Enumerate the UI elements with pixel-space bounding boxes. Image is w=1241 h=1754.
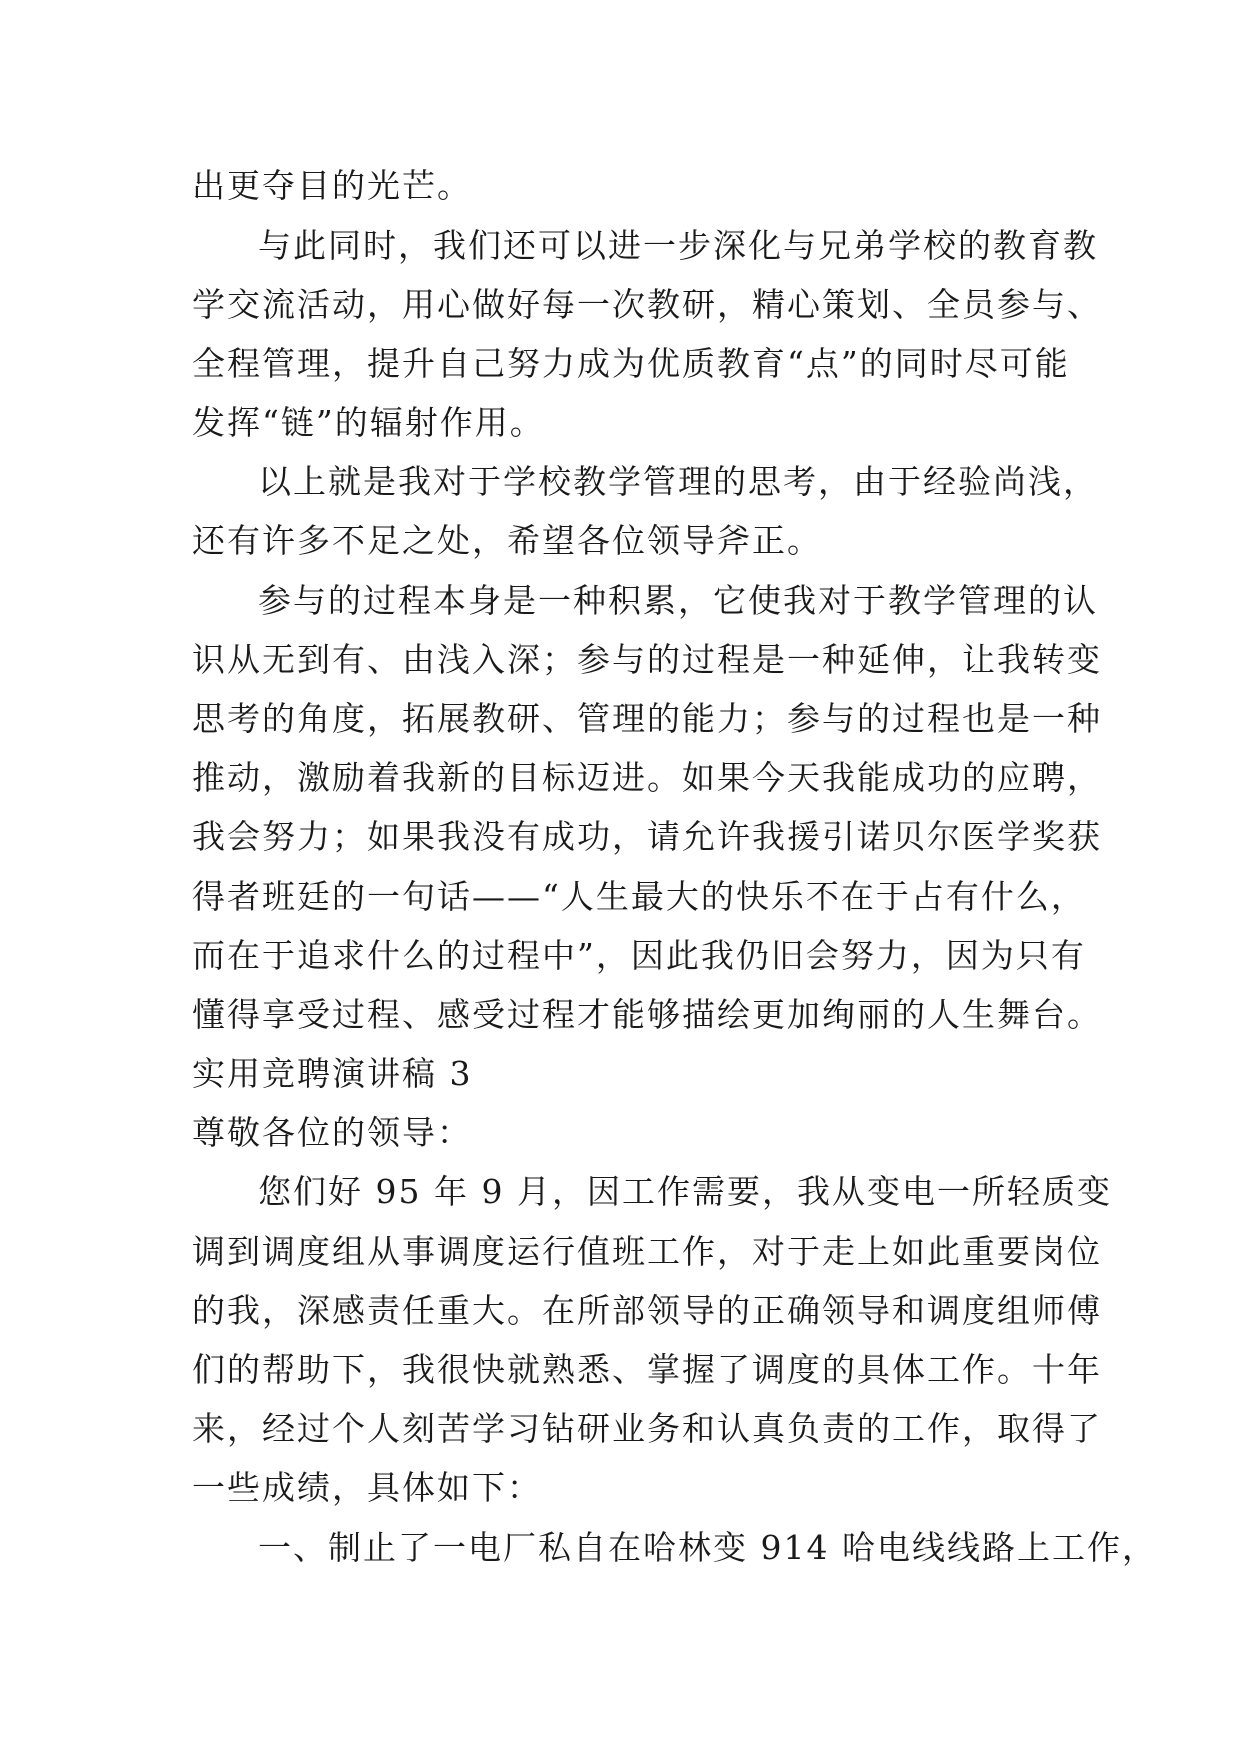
text-line: 全程管理，提升自己努力成为优质教育“点”的同时尽可能	[192, 344, 1070, 383]
paragraph-first-line: 一、制止了一电厂私自在哈林变 914 哈电线线路上工作，	[258, 1528, 1157, 1567]
paragraph-first-line: 以上就是我对于学校教学管理的思考，由于经验尚浅，	[258, 462, 1098, 501]
text-line: 发挥“链”的辐射作用。	[192, 403, 545, 442]
text-line: 我会努力；如果我没有成功，请允许我援引诺贝尔医学奖获	[192, 817, 1102, 856]
text-line: 思考的角度，拓展教研、管理的能力；参与的过程也是一种	[192, 699, 1102, 738]
text-line: 调到调度组从事调度运行值班工作，对于走上如此重要岗位	[192, 1232, 1102, 1271]
text-line: 来，经过个人刻苦学习钻研业务和认真负责的工作，取得了	[192, 1409, 1102, 1448]
section-heading: 实用竞聘演讲稿 3	[192, 1054, 473, 1093]
text-line: 还有许多不足之处，希望各位领导斧正。	[192, 521, 822, 560]
text-line: 推动，激励着我新的目标迈进。如果今天我能成功的应聘，	[192, 758, 1102, 797]
text-line: 们的帮助下，我很快就熟悉、掌握了调度的具体工作。十年	[192, 1350, 1102, 1389]
text-line: 学交流活动，用心做好每一次教研，精心策划、全员参与、	[192, 285, 1102, 324]
paragraph-first-line: 参与的过程本身是一种积累，它使我对于教学管理的认	[258, 581, 1098, 620]
text-line: 出更夺目的光芒。	[192, 166, 472, 205]
salutation: 尊敬各位的领导：	[192, 1113, 472, 1152]
text-line: 而在于追求什么的过程中”，因此我仍旧会努力，因为只有	[192, 936, 1086, 975]
text-line: 得者班廷的一句话——“人生最大的快乐不在于占有什么，	[192, 877, 1086, 916]
text-line: 的我，深感责任重大。在所部领导的正确领导和调度组师傅	[192, 1291, 1102, 1330]
text-line: 懂得享受过程、感受过程才能够描绘更加绚丽的人生舞台。	[192, 995, 1102, 1034]
paragraph-first-line: 您们好 95 年 9 月，因工作需要，我从变电一所轻质变	[258, 1172, 1112, 1211]
paragraph-first-line: 与此同时，我们还可以进一步深化与兄弟学校的教育教	[258, 226, 1098, 265]
text-line: 一些成绩，具体如下：	[192, 1468, 542, 1507]
text-line: 识从无到有、由浅入深；参与的过程是一种延伸，让我转变	[192, 640, 1102, 679]
